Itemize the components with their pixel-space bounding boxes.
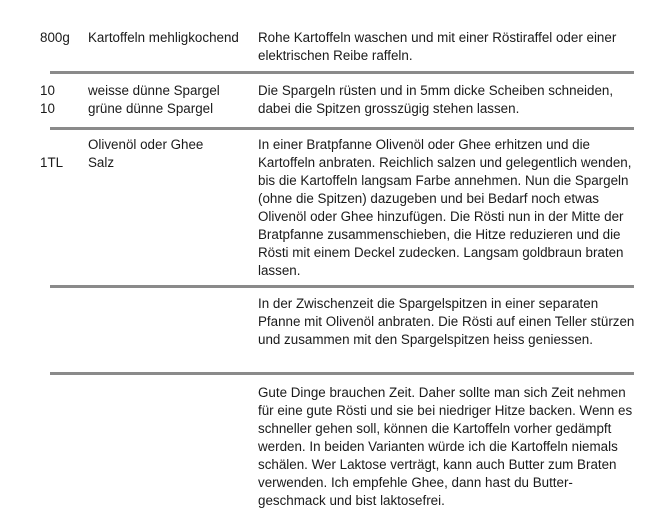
quantity: 1TL bbox=[40, 155, 64, 170]
row-divider bbox=[50, 285, 634, 288]
quantity: 10 bbox=[40, 101, 55, 116]
instruction-step: Rohe Kartoffeln waschen und mit einer Röstiraffel oder einer elektrischen Reibe raffeln. bbox=[258, 30, 617, 63]
ingredient: Salz bbox=[88, 155, 115, 170]
ingredient-column bbox=[88, 82, 253, 118]
ingredient-column bbox=[88, 136, 253, 172]
instruction-step: In einer Bratpfanne Olivenöl oder Ghee erhitzen und die Kartoffeln anbraten. Reichlich salzen und gelegentlich wenden, bis die Kartoffeln langsam Farbe annehmen. Nun die Spargeln (ohne die Spitzen) dazugeben und bei Bedarf noch etwas Olivenöl oder Ghee hinzufügen. Die Rösti nun in der Mitte der Bratpfanne zusammenschieben, die Hitze reduzieren und die Rösti mit einem Deckel zudecken. Langsam goldbraun braten lassen. bbox=[258, 137, 632, 278]
instruction-step: In der Zwischenzeit die Spargelspitzen in einer separaten Pfanne mit Olivenöl anbraten. Die Rösti auf einen Teller stürzen und zusammen mit den Spargelspitzen heiss geniessen. bbox=[258, 296, 635, 347]
ingredient: weisse dünne Spargel bbox=[88, 83, 220, 98]
row-divider bbox=[50, 127, 634, 130]
ingredient: Olivenöl oder Ghee bbox=[88, 137, 204, 152]
quantity-column bbox=[40, 136, 84, 172]
ingredient-column bbox=[88, 29, 253, 47]
quantity bbox=[40, 136, 84, 154]
row-divider bbox=[50, 372, 634, 375]
quantity: 800g bbox=[40, 30, 70, 45]
ingredient: grüne dünne Spargel bbox=[88, 101, 214, 116]
row-divider bbox=[50, 71, 634, 74]
quantity-column bbox=[40, 82, 84, 118]
quantity-column bbox=[40, 29, 84, 47]
instruction-step: Die Spargeln rüsten und in 5mm dicke Scheiben schneiden, dabei die Spitzen grosszügig stehen lassen. bbox=[258, 83, 614, 116]
instruction-step: Gute Dinge brauchen Zeit. Daher sollte man sich Zeit nehmen für eine gute Rösti und sie bei niedriger Hitze backen. Wenn es schneller gehen soll, können die Kartoffeln vorher gedämpft werden. In beiden Varianten würde ich die Kartoffeln niemals schälen. Wer Laktose verträgt, kann auch Butter zum Braten verwenden. Ich empfehle Ghee, dann hast du Butter-geschmack und bist laktosefrei. bbox=[258, 385, 633, 508]
quantity: 10 bbox=[40, 83, 55, 98]
ingredient: Kartoffeln mehligkochend bbox=[88, 30, 239, 45]
